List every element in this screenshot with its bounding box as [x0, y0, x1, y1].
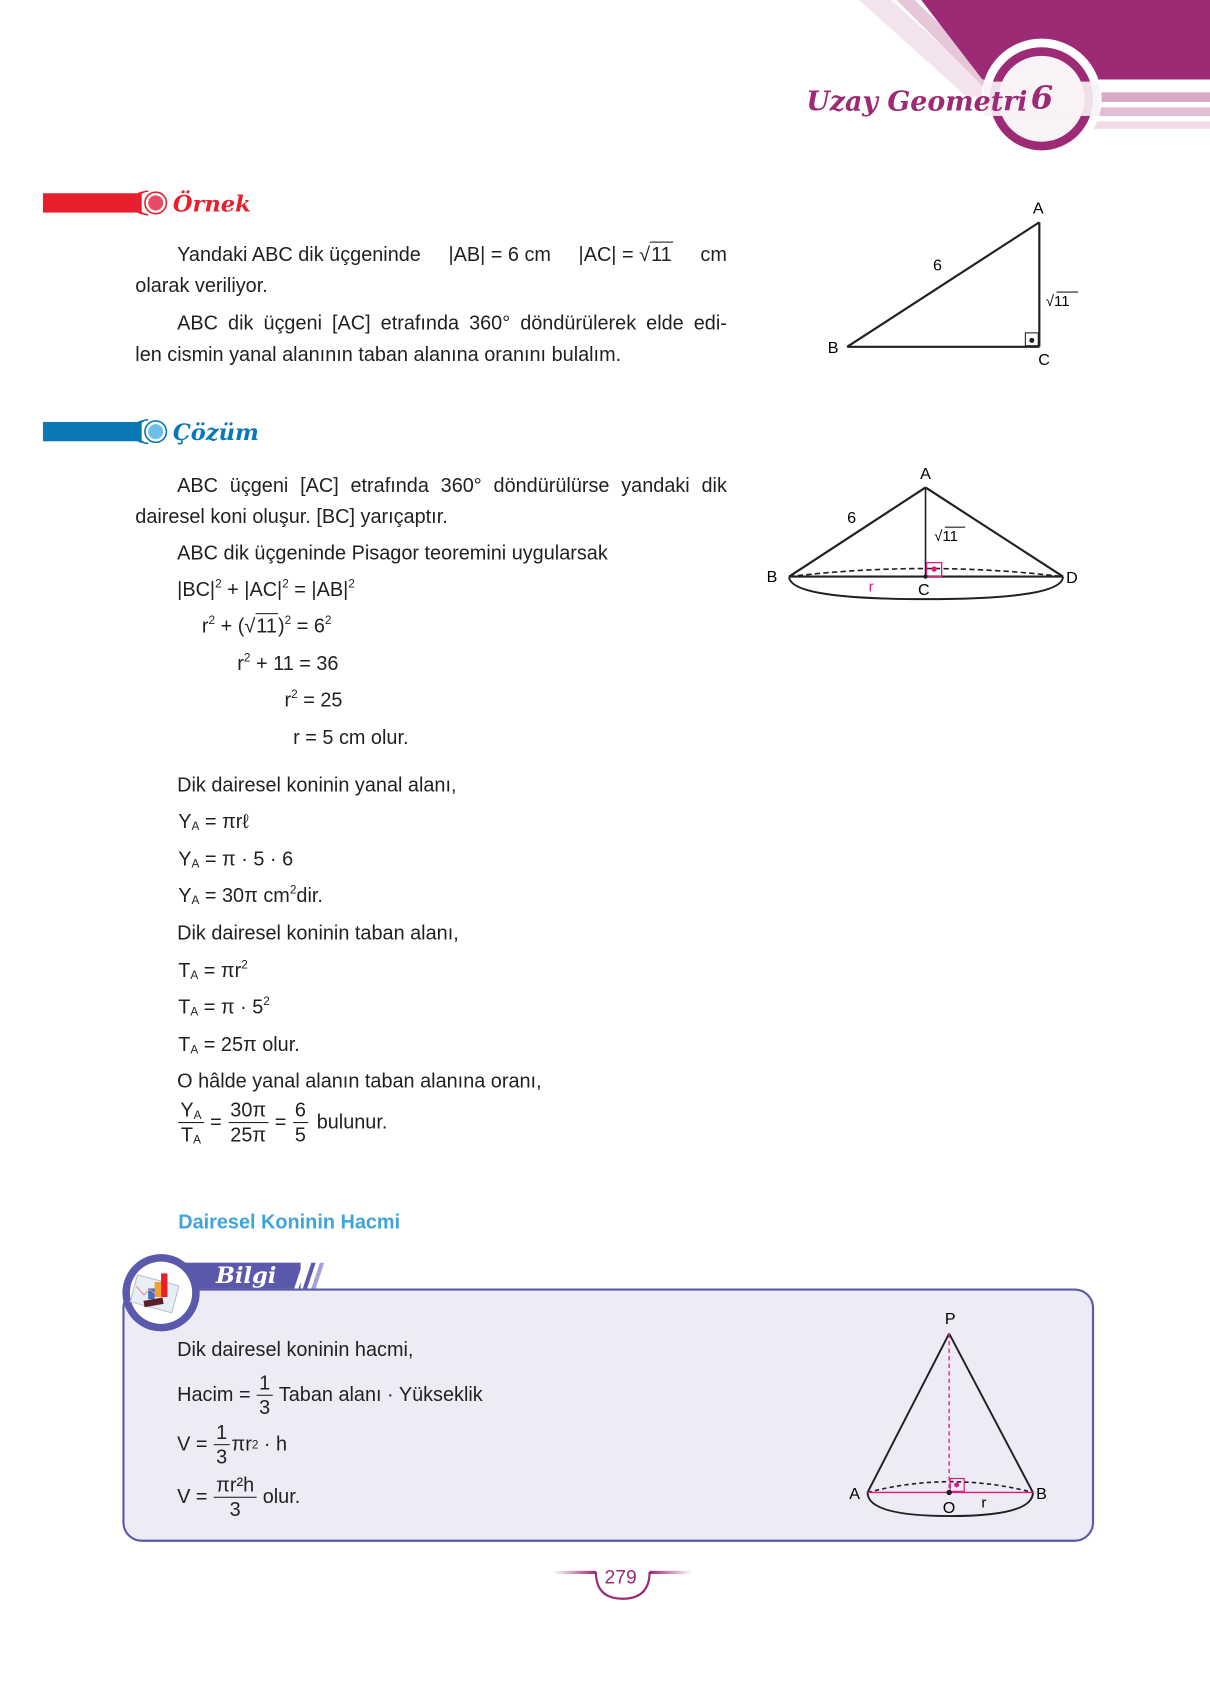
example-text-3: ABC dik üçgeni [AC] etrafında 360° döndürülerek elde edi-: [177, 311, 727, 334]
svg-text:r: r: [868, 578, 874, 596]
ratio-equation: $\frac{Y_A}{T_A}$ = $\frac{30\pi}{25\pi}$ = $\frac{6}{5}$ bulunur.: [176, 1099, 387, 1145]
target-icon: [137, 190, 169, 216]
volume-formula-2: V = $\frac{1}{3}$ πr 2 · h: [177, 1420, 288, 1468]
example-label: Örnek: [172, 190, 251, 217]
svg-text:D: D: [1066, 569, 1078, 588]
example-bar: [43, 193, 142, 212]
example-header: [43, 190, 258, 217]
svg-text:A: A: [920, 464, 931, 483]
base-result: $T_A = 25\pi$ olur.: [178, 1032, 300, 1057]
stripes-decoration: [288, 1263, 331, 1289]
chapter-title: Uzay Geometri: [806, 85, 1028, 118]
equation-1: $|BC|^2 + |AC|^2 = |AB|^2$: [177, 577, 355, 601]
solution-text-1: ABC üçgeni [AC] etrafında 360° döndürülürse yandaki dik: [177, 473, 727, 497]
lateral-area-heading: Dik dairesel koninin yanal alanı,: [177, 773, 457, 796]
svg-text:C: C: [918, 580, 930, 599]
example-text: [135, 238, 727, 369]
equation-2: $r^2 + (√11)^2 = 6^2$: [201, 614, 332, 637]
svg-text:O: O: [942, 1498, 956, 1517]
example-text-1: Yandaki ABC dik üçgeninde: [177, 242, 421, 266]
solution-label: Çözüm: [172, 418, 259, 446]
chapter-number: 6: [1030, 79, 1054, 118]
solution-intro: [135, 469, 727, 531]
svg-text:C: C: [1038, 351, 1050, 370]
solution-bar: [43, 422, 142, 441]
right-triangle-figure: [816, 193, 1138, 376]
svg-text:6: 6: [847, 508, 857, 527]
example-text-2: olarak veriliyor.: [135, 273, 268, 297]
svg-text:B: B: [766, 567, 778, 586]
svg-text:B: B: [1036, 1484, 1047, 1503]
base-substitution: $T_A = \pi \cdot 5^2$: [178, 995, 270, 1019]
svg-text:P: P: [944, 1309, 956, 1328]
base-formula: $T_A = \pi r^2$: [178, 958, 248, 983]
svg-text:B: B: [827, 339, 839, 358]
svg-text:√11: √11: [1045, 293, 1070, 311]
solution-header: [43, 418, 279, 446]
equation-5: r = 5 cm olur.: [293, 725, 409, 749]
svg-text:A: A: [849, 1484, 861, 1503]
pythagoras-intro: ABC dik üçgeninde Pisagor teoremini uygularsak: [177, 541, 608, 564]
volume-formula-1: Hacim = $\frac{1}{3}$ Taban alanı · Yükseklik: [177, 1371, 483, 1419]
lateral-substitution: $Y_A = \pi \cdot 5 \cdot 6$: [178, 847, 294, 871]
base-area-heading: Dik dairesel koninin taban alanı,: [177, 921, 459, 944]
svg-text:r: r: [981, 1494, 987, 1512]
chart-icon: [120, 1252, 202, 1334]
volume-formula-3: V = $\frac{\text{πr²h}}{3}$ olur.: [177, 1473, 301, 1521]
equation-4: $r^2 = 25$: [284, 688, 343, 711]
cone-figure: [752, 462, 1096, 612]
page-number: 279: [604, 1566, 637, 1589]
solution-text-2: dairesel koni oluşur. [BC] yarıçaptır.: [135, 504, 448, 528]
example-text-4: len cismin yanal alanının taban alanına oranını bulalım.: [135, 342, 622, 366]
info-label: Bilgi: [215, 1261, 277, 1289]
equation-3: $r^2 + 11 = 36$: [237, 651, 339, 675]
svg-text:6: 6: [933, 256, 942, 275]
volume-heading: Dairesel Koninin Hacmi: [178, 1210, 401, 1233]
target-icon: [137, 419, 169, 445]
ratio-heading: O hâlde yanal alanın taban alanına oranı,: [177, 1069, 542, 1092]
unit: cm: [700, 242, 727, 266]
volume-intro: Dik dairesel koninin hacmi,: [177, 1337, 414, 1361]
ac-length: |AC| = √11: [578, 242, 672, 266]
svg-text:A: A: [1032, 199, 1044, 218]
lateral-result: $Y_A = 30\pi$ $cm^2dir$.: [178, 883, 323, 908]
volume-cone-figure: [837, 1299, 1073, 1535]
svg-text:√11: √11: [934, 528, 958, 546]
lateral-formula: $Y_A$ = πrℓ: [178, 809, 249, 834]
ab-length: |AB| = 6 cm: [448, 242, 551, 266]
